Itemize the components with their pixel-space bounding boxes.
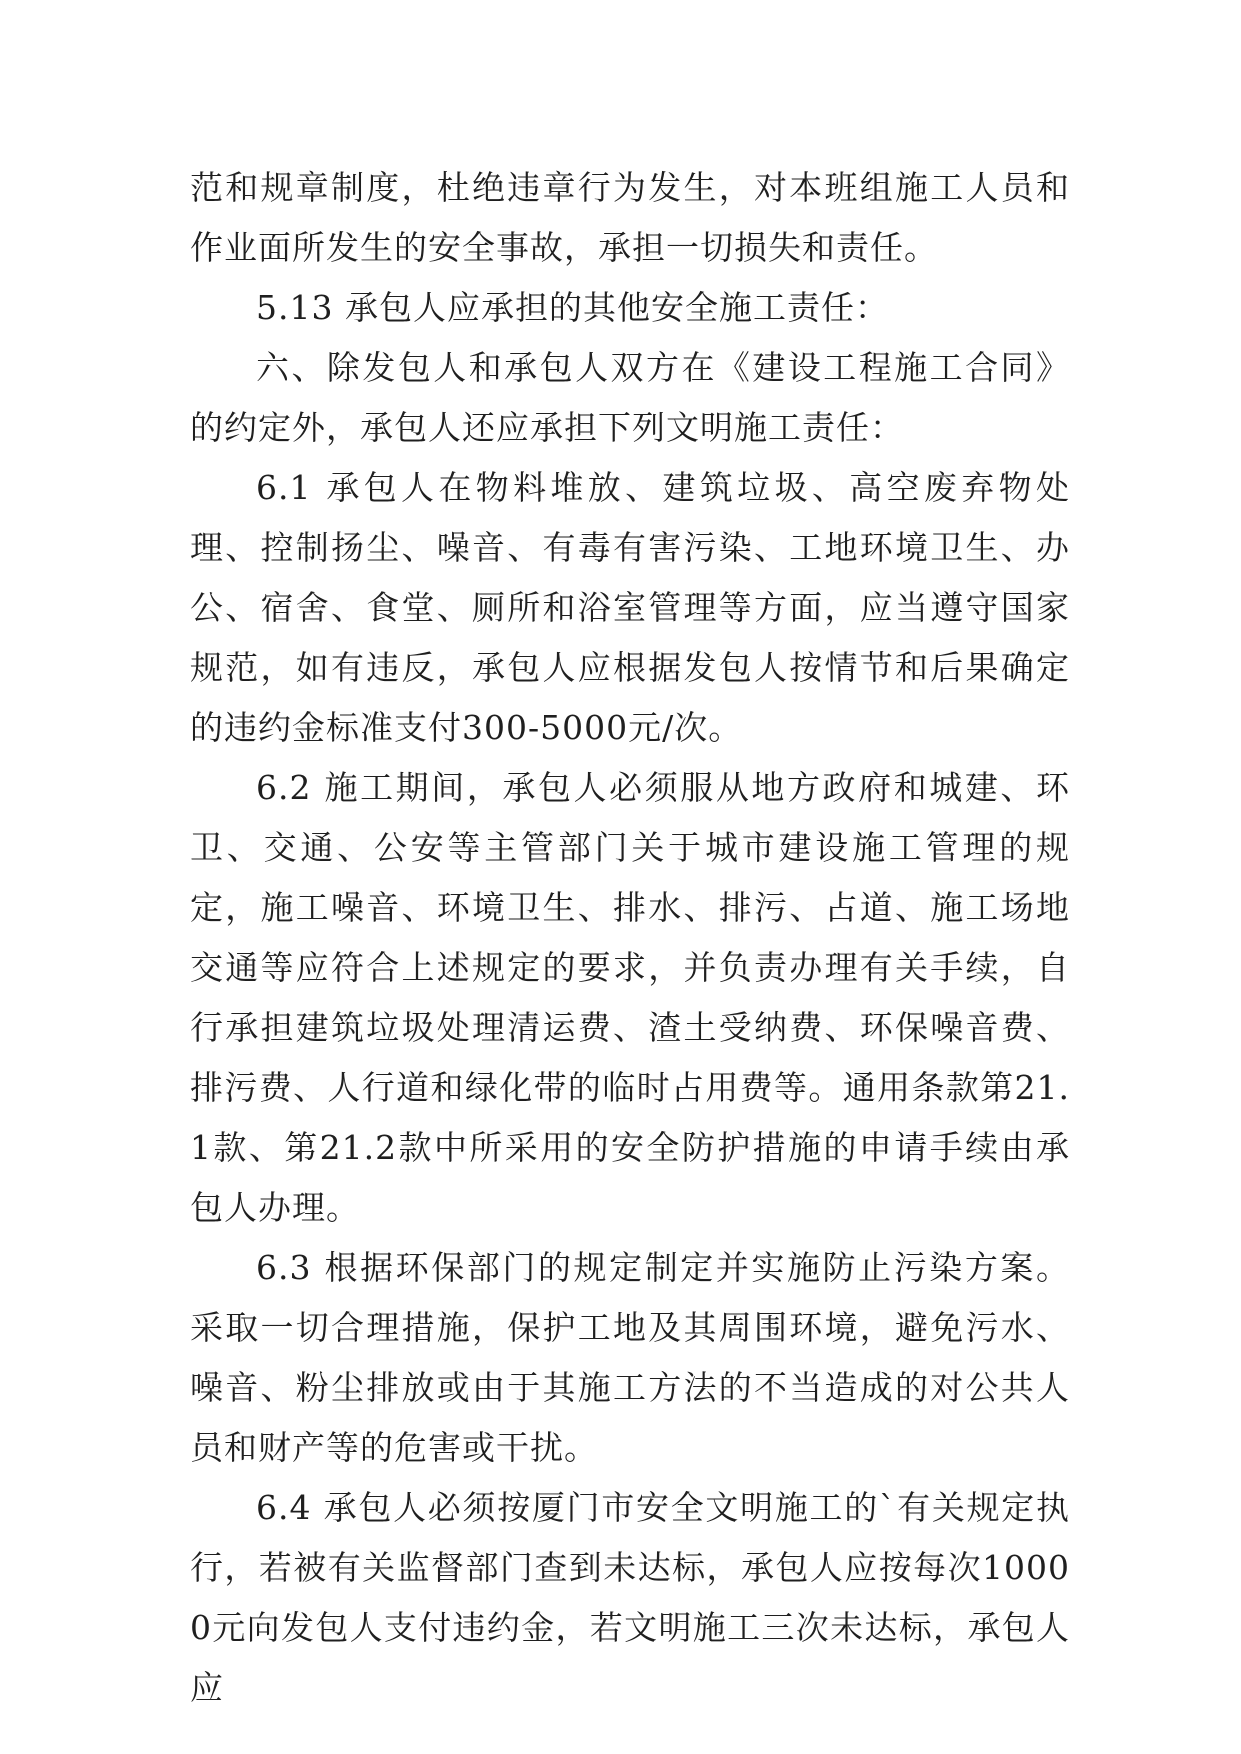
paragraph-section-6: 六、除发包人和承包人双方在《建设工程施工合同》的约定外，承包人还应承担下列文明施工责任： <box>190 348 1070 447</box>
paragraph-6-2: 6.2 施工期间，承包人必须服从地方政府和城建、环卫、交通、公安等主管部门关于城市建设施工管理的规定，施工噪音、环境卫生、排水、排污、占道、施工场地交通等应符合上述规定的要求，并负责办理有关手续，自行承担建筑垃圾处理清运费、渣土受纳费、环保噪音费、排污费、人行道和绿化带的临时占用费等。通用条款第21.1款、第21.2款中所采用的安全防护措施的申请手续由承包人办理。 <box>190 768 1070 1227</box>
paragraph-6-3: 6.3 根据环保部门的规定制定并实施防止污染方案。采取一切合理措施，保护工地及其周围环境，避免污水、噪音、粉尘排放或由于其施工方法的不当造成的对公共人员和财产等的危害或干扰。 <box>190 1248 1070 1467</box>
paragraph-6-1: 6.1 承包人在物料堆放、建筑垃圾、高空废弃物处理、控制扬尘、噪音、有毒有害污染、工地环境卫生、办公、宿舍、食堂、厕所和浴室管理等方面，应当遵守国家规范，如有违反，承包人应根据发包人按情节和后果确定的违约金标准支付300-5000元/次。 <box>190 468 1070 747</box>
document-body <box>190 158 1070 1718</box>
paragraph-5-13: 5.13 承包人应承担的其他安全施工责任： <box>256 288 889 327</box>
paragraph-continuation: 范和规章制度，杜绝违章行为发生，对本班组施工人员和作业面所发生的安全事故，承担一切损失和责任。 <box>190 168 1070 267</box>
paragraph-6-4: 6.4 承包人必须按厦门市安全文明施工的`有关规定执行，若被有关监督部门查到未达标，承包人应按每次10000元向发包人支付违约金，若文明施工三次未达标，承包人应 <box>190 1488 1070 1707</box>
